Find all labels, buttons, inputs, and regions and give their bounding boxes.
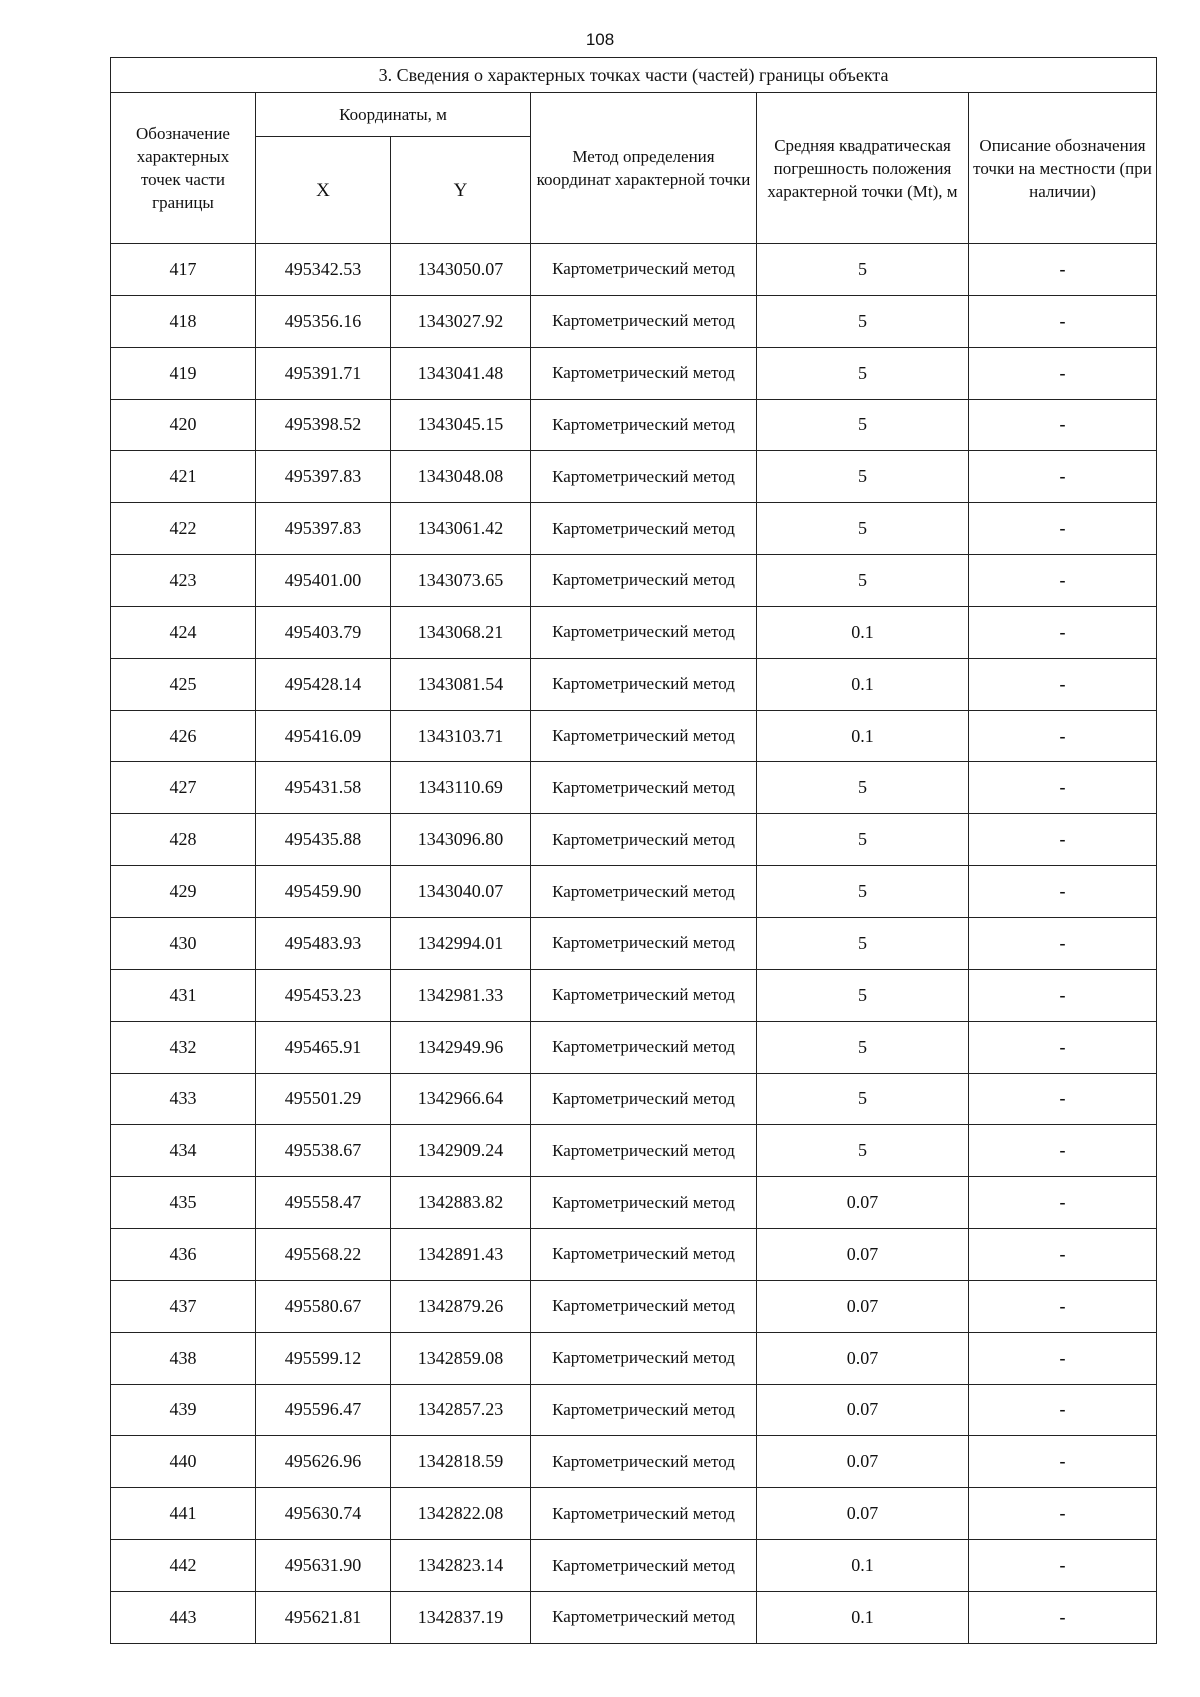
cell-y: 1342891.43	[391, 1229, 531, 1281]
cell-method: Картометрический метод	[531, 399, 757, 451]
cell-point: 429	[111, 866, 256, 918]
cell-y: 1343103.71	[391, 710, 531, 762]
cell-accuracy: 0.1	[757, 1591, 969, 1643]
cell-y: 1343068.21	[391, 606, 531, 658]
header-coordinates: Координаты, м	[256, 93, 531, 137]
cell-accuracy: 5	[757, 969, 969, 1021]
cell-point: 434	[111, 1125, 256, 1177]
cell-point: 427	[111, 762, 256, 814]
cell-y: 1342883.82	[391, 1177, 531, 1229]
cell-x: 495465.91	[256, 1021, 391, 1073]
cell-description: -	[969, 451, 1157, 503]
table-row	[111, 866, 1157, 918]
cell-method: Картометрический метод	[531, 1177, 757, 1229]
cell-x: 495428.14	[256, 658, 391, 710]
cell-point: 440	[111, 1436, 256, 1488]
cell-method: Картометрический метод	[531, 762, 757, 814]
cell-y: 1343027.92	[391, 295, 531, 347]
cell-point: 422	[111, 503, 256, 555]
cell-method: Картометрический метод	[531, 658, 757, 710]
cell-y: 1343050.07	[391, 244, 531, 296]
header-description: Описание обозначения точки на местности (при наличии)	[969, 93, 1157, 244]
table-row	[111, 917, 1157, 969]
table-row	[111, 606, 1157, 658]
cell-accuracy: 5	[757, 451, 969, 503]
cell-point: 420	[111, 399, 256, 451]
page-number: 108	[585, 30, 615, 49]
cell-method: Картометрический метод	[531, 1021, 757, 1073]
cell-y: 1342994.01	[391, 917, 531, 969]
cell-description: -	[969, 1280, 1157, 1332]
cell-accuracy: 0.1	[757, 606, 969, 658]
cell-y: 1343041.48	[391, 347, 531, 399]
table-row	[111, 1125, 1157, 1177]
cell-method: Картометрический метод	[531, 1280, 757, 1332]
cell-accuracy: 5	[757, 347, 969, 399]
table-row	[111, 658, 1157, 710]
cell-x: 495599.12	[256, 1332, 391, 1384]
table-row	[111, 1229, 1157, 1281]
cell-accuracy: 5	[757, 295, 969, 347]
cell-method: Картометрический метод	[531, 1591, 757, 1643]
table-row	[111, 1384, 1157, 1436]
cell-y: 1342879.26	[391, 1280, 531, 1332]
cell-accuracy: 0.07	[757, 1177, 969, 1229]
table-row	[111, 1280, 1157, 1332]
cell-x: 495453.23	[256, 969, 391, 1021]
cell-y: 1342818.59	[391, 1436, 531, 1488]
cell-y: 1342837.19	[391, 1591, 531, 1643]
cell-accuracy: 5	[757, 244, 969, 296]
cell-point: 432	[111, 1021, 256, 1073]
cell-point: 433	[111, 1073, 256, 1125]
cell-description: -	[969, 762, 1157, 814]
cell-description: -	[969, 658, 1157, 710]
cell-y: 1343040.07	[391, 866, 531, 918]
cell-method: Картометрический метод	[531, 1332, 757, 1384]
cell-y: 1343081.54	[391, 658, 531, 710]
cell-accuracy: 5	[757, 1073, 969, 1125]
cell-point: 426	[111, 710, 256, 762]
cell-description: -	[969, 814, 1157, 866]
cell-x: 495401.00	[256, 555, 391, 607]
cell-point: 421	[111, 451, 256, 503]
cell-method: Картометрический метод	[531, 1384, 757, 1436]
cell-point: 417	[111, 244, 256, 296]
cell-method: Картометрический метод	[531, 503, 757, 555]
cell-accuracy: 5	[757, 503, 969, 555]
cell-method: Картометрический метод	[531, 1540, 757, 1592]
cell-point: 431	[111, 969, 256, 1021]
cell-point: 443	[111, 1591, 256, 1643]
cell-description: -	[969, 503, 1157, 555]
cell-accuracy: 5	[757, 866, 969, 918]
cell-x: 495626.96	[256, 1436, 391, 1488]
cell-y: 1343048.08	[391, 451, 531, 503]
cell-x: 495621.81	[256, 1591, 391, 1643]
cell-description: -	[969, 1073, 1157, 1125]
cell-description: -	[969, 969, 1157, 1021]
table-row	[111, 1540, 1157, 1592]
cell-point: 435	[111, 1177, 256, 1229]
table-row	[111, 295, 1157, 347]
cell-description: -	[969, 555, 1157, 607]
cell-y: 1343096.80	[391, 814, 531, 866]
cell-description: -	[969, 1229, 1157, 1281]
cell-method: Картометрический метод	[531, 814, 757, 866]
cell-point: 438	[111, 1332, 256, 1384]
table-row	[111, 1332, 1157, 1384]
cell-description: -	[969, 399, 1157, 451]
cell-description: -	[969, 710, 1157, 762]
cell-accuracy: 5	[757, 555, 969, 607]
cell-description: -	[969, 244, 1157, 296]
cell-x: 495538.67	[256, 1125, 391, 1177]
cell-accuracy: 0.07	[757, 1229, 969, 1281]
cell-method: Картометрический метод	[531, 1488, 757, 1540]
cell-x: 495596.47	[256, 1384, 391, 1436]
cell-x: 495568.22	[256, 1229, 391, 1281]
table-body	[111, 244, 1157, 1644]
cell-y: 1342823.14	[391, 1540, 531, 1592]
cell-point: 425	[111, 658, 256, 710]
cell-method: Картометрический метод	[531, 606, 757, 658]
cell-x: 495483.93	[256, 917, 391, 969]
boundary-points-table	[110, 57, 1157, 1644]
cell-point: 423	[111, 555, 256, 607]
cell-point: 430	[111, 917, 256, 969]
table-row	[111, 1591, 1157, 1643]
cell-x: 495397.83	[256, 451, 391, 503]
cell-method: Картометрический метод	[531, 1436, 757, 1488]
cell-method: Картометрический метод	[531, 555, 757, 607]
cell-accuracy: 5	[757, 1125, 969, 1177]
cell-accuracy: 0.07	[757, 1332, 969, 1384]
cell-accuracy: 0.07	[757, 1384, 969, 1436]
cell-description: -	[969, 1125, 1157, 1177]
cell-x: 495580.67	[256, 1280, 391, 1332]
table-row	[111, 710, 1157, 762]
cell-method: Картометрический метод	[531, 295, 757, 347]
cell-accuracy: 5	[757, 399, 969, 451]
cell-accuracy: 0.1	[757, 658, 969, 710]
table-row	[111, 451, 1157, 503]
cell-description: -	[969, 347, 1157, 399]
cell-point: 441	[111, 1488, 256, 1540]
cell-y: 1343073.65	[391, 555, 531, 607]
cell-accuracy: 5	[757, 762, 969, 814]
cell-description: -	[969, 1540, 1157, 1592]
cell-y: 1342857.23	[391, 1384, 531, 1436]
cell-method: Картометрический метод	[531, 1125, 757, 1177]
cell-y: 1342909.24	[391, 1125, 531, 1177]
table-row	[111, 503, 1157, 555]
cell-y: 1342859.08	[391, 1332, 531, 1384]
cell-method: Картометрический метод	[531, 866, 757, 918]
cell-description: -	[969, 606, 1157, 658]
cell-x: 495356.16	[256, 295, 391, 347]
cell-method: Картометрический метод	[531, 710, 757, 762]
cell-method: Картометрический метод	[531, 917, 757, 969]
cell-accuracy: 0.1	[757, 1540, 969, 1592]
header-method: Метод определения координат характерной точки	[531, 93, 757, 244]
cell-accuracy: 5	[757, 1021, 969, 1073]
table-row	[111, 1488, 1157, 1540]
cell-x: 495397.83	[256, 503, 391, 555]
table-row	[111, 347, 1157, 399]
cell-method: Картометрический метод	[531, 244, 757, 296]
cell-x: 495435.88	[256, 814, 391, 866]
cell-point: 437	[111, 1280, 256, 1332]
cell-x: 495403.79	[256, 606, 391, 658]
cell-description: -	[969, 917, 1157, 969]
cell-description: -	[969, 295, 1157, 347]
cell-x: 495459.90	[256, 866, 391, 918]
cell-point: 442	[111, 1540, 256, 1592]
cell-description: -	[969, 1436, 1157, 1488]
cell-description: -	[969, 866, 1157, 918]
cell-x: 495416.09	[256, 710, 391, 762]
cell-point: 418	[111, 295, 256, 347]
cell-x: 495342.53	[256, 244, 391, 296]
cell-point: 428	[111, 814, 256, 866]
table-row	[111, 244, 1157, 296]
cell-description: -	[969, 1177, 1157, 1229]
cell-accuracy: 0.07	[757, 1280, 969, 1332]
cell-method: Картометрический метод	[531, 969, 757, 1021]
cell-point: 419	[111, 347, 256, 399]
cell-description: -	[969, 1488, 1157, 1540]
header-designation: Обозначение характерных точек части границы	[111, 93, 256, 244]
cell-x: 495558.47	[256, 1177, 391, 1229]
cell-accuracy: 0.07	[757, 1436, 969, 1488]
cell-x: 495398.52	[256, 399, 391, 451]
header-y: Y	[391, 137, 531, 244]
cell-accuracy: 5	[757, 814, 969, 866]
cell-y: 1342822.08	[391, 1488, 531, 1540]
table-row	[111, 1021, 1157, 1073]
cell-x: 495501.29	[256, 1073, 391, 1125]
cell-method: Картометрический метод	[531, 1073, 757, 1125]
table-row	[111, 1436, 1157, 1488]
cell-y: 1343110.69	[391, 762, 531, 814]
cell-x: 495631.90	[256, 1540, 391, 1592]
header-x: X	[256, 137, 391, 244]
cell-point: 424	[111, 606, 256, 658]
cell-point: 439	[111, 1384, 256, 1436]
cell-accuracy: 0.07	[757, 1488, 969, 1540]
table-title: 3. Сведения о характерных точках части (частей) границы объекта	[111, 58, 1157, 93]
cell-method: Картометрический метод	[531, 451, 757, 503]
cell-y: 1343045.15	[391, 399, 531, 451]
cell-description: -	[969, 1021, 1157, 1073]
cell-accuracy: 0.1	[757, 710, 969, 762]
cell-description: -	[969, 1332, 1157, 1384]
cell-x: 495391.71	[256, 347, 391, 399]
cell-x: 495431.58	[256, 762, 391, 814]
cell-method: Картометрический метод	[531, 347, 757, 399]
table-row	[111, 399, 1157, 451]
table-row	[111, 1073, 1157, 1125]
cell-y: 1343061.42	[391, 503, 531, 555]
cell-point: 436	[111, 1229, 256, 1281]
table-row	[111, 969, 1157, 1021]
header-accuracy: Средняя квадратическая погрешность положения характерной точки (Mt), м	[757, 93, 969, 244]
cell-y: 1342981.33	[391, 969, 531, 1021]
table-row	[111, 555, 1157, 607]
cell-accuracy: 5	[757, 917, 969, 969]
table-row	[111, 762, 1157, 814]
cell-method: Картометрический метод	[531, 1229, 757, 1281]
cell-description: -	[969, 1591, 1157, 1643]
cell-y: 1342949.96	[391, 1021, 531, 1073]
cell-description: -	[969, 1384, 1157, 1436]
table-row	[111, 814, 1157, 866]
table-row	[111, 1177, 1157, 1229]
cell-x: 495630.74	[256, 1488, 391, 1540]
cell-y: 1342966.64	[391, 1073, 531, 1125]
